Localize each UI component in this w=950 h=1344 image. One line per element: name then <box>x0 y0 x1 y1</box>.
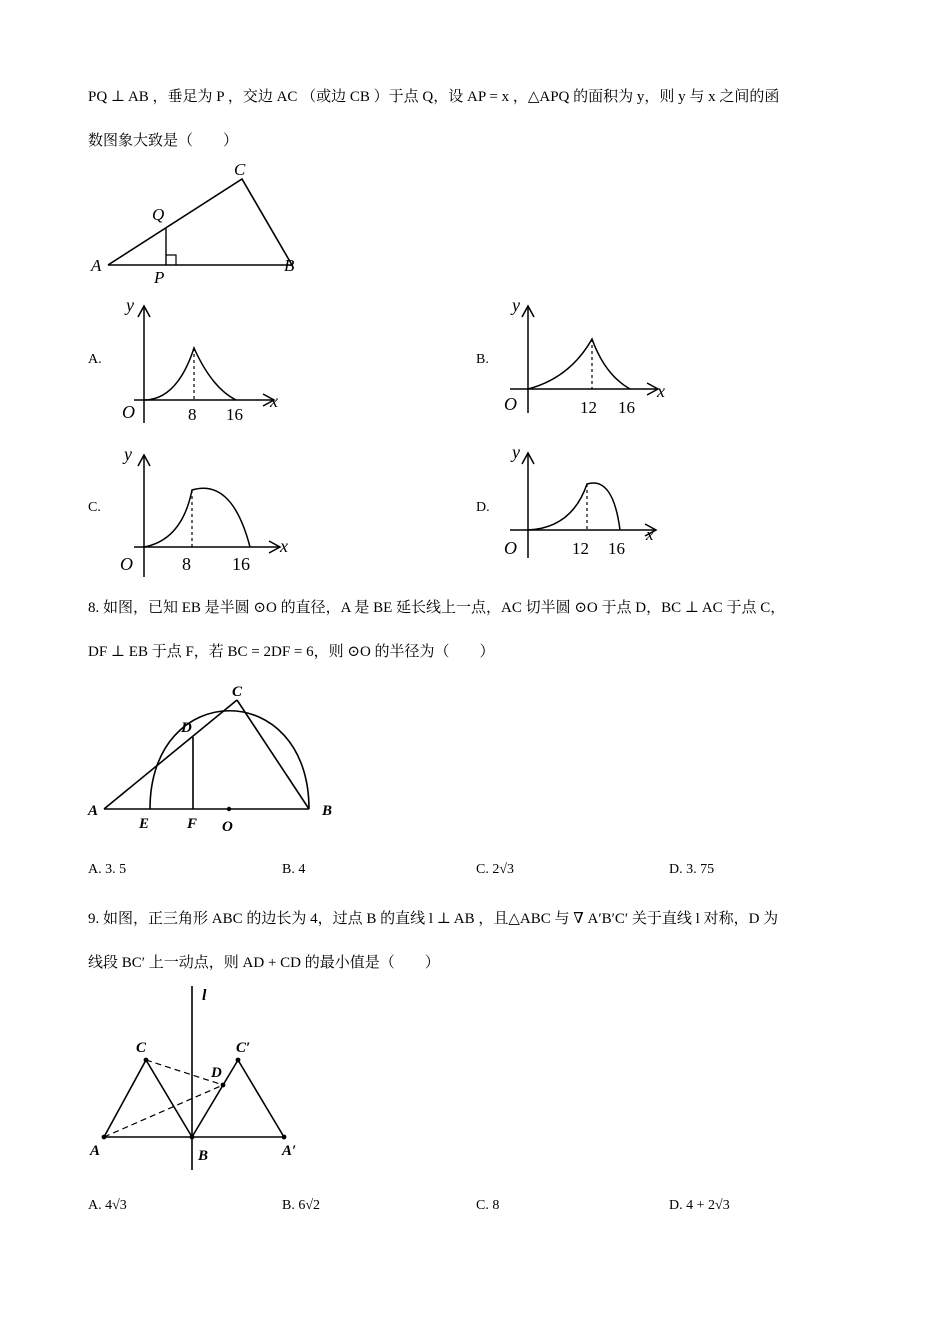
q8-label-O: O <box>222 819 233 835</box>
q7-option-b-label: B. <box>476 352 489 367</box>
q9-text-line2: 线段 BC′ 上一动点，则 AD + CD 的最小值是（ ） <box>88 955 440 971</box>
q8-label-A: A <box>88 803 99 819</box>
q9-option-c: C. 8 <box>476 1198 500 1213</box>
q7-b-tick-1: 12 <box>580 398 597 417</box>
q9-label-C: C <box>136 1040 147 1056</box>
q7-text-line2: 数图象大致是（ ） <box>88 133 239 149</box>
q9-option-d: D. 4 + 2√3 <box>669 1198 730 1213</box>
q7-option-a-graph <box>112 293 292 428</box>
q7-label-Q: Q <box>152 205 165 224</box>
q7-c-tick-1: 8 <box>182 554 191 574</box>
q7-triangle-figure <box>86 160 316 286</box>
q7-option-a-label: A. <box>88 352 102 367</box>
q8-option-d: D. 3. 75 <box>669 862 715 877</box>
q7-a-axis-x: x <box>270 391 278 411</box>
q9-reflection-figure <box>86 982 316 1172</box>
q8-label-D: D <box>181 720 192 736</box>
q7-label-A: A <box>91 256 102 275</box>
q9-text-line1: 9. 如图，正三角形 ABC 的边长为 4，过点 B 的直线 l ⊥ AB ，且△ABC 与 ∇ A′B′C′ 关于直线 l 对称，D 为 <box>88 911 779 927</box>
q8-option-a: A. 3. 5 <box>88 862 127 877</box>
q7-d-axis-y: y <box>512 442 520 462</box>
q7-label-C: C <box>234 160 246 179</box>
q7-text-line1: PQ ⊥ AB ，垂足为 P ，交边 AC （或边 CB ）于点 Q，设 AP = x ，△APQ 的面积为 y，则 y 与 x 之间的函 <box>88 89 780 105</box>
q7-label-B: B <box>284 256 295 275</box>
q7-b-axis-y: y <box>512 295 520 315</box>
q8-text-line1: 8. 如图，已知 EB 是半圆 ⊙O 的直径，A 是 BE 延长线上一点，AC 切半圆 ⊙O 于点 D，BC ⊥ AC 于点 C， <box>88 600 786 616</box>
q8-label-C: C <box>232 684 243 700</box>
q7-c-origin: O <box>120 554 133 574</box>
q7-d-origin: O <box>504 538 517 558</box>
q7-option-d-graph <box>500 440 680 565</box>
q9-option-b: B. 6√2 <box>282 1198 321 1213</box>
q9-label-A-prime: A′ <box>282 1143 297 1159</box>
q7-a-tick-1: 8 <box>188 405 197 424</box>
q9-label-A: A <box>90 1143 101 1159</box>
q7-d-axis-x: x <box>646 525 654 544</box>
q7-option-d-label: D. <box>476 500 490 515</box>
q7-b-tick-2: 16 <box>618 398 635 417</box>
q7-option-c-label: C. <box>88 500 101 515</box>
q8-option-b: B. 4 <box>282 862 306 877</box>
q9-label-C-prime: C′ <box>236 1040 251 1056</box>
q7-b-origin: O <box>504 394 517 414</box>
q7-c-axis-x: x <box>280 536 288 556</box>
q7-c-tick-2: 16 <box>232 554 250 574</box>
q9-label-l: l <box>202 987 207 1004</box>
q7-a-axis-y: y <box>126 295 134 315</box>
q7-c-axis-y: y <box>124 444 132 464</box>
q7-b-axis-x: x <box>657 381 665 401</box>
q7-d-tick-1: 12 <box>572 539 589 558</box>
q7-option-c-graph <box>112 440 297 578</box>
q7-label-P: P <box>154 268 165 286</box>
q8-text-line2: DF ⊥ EB 于点 F，若 BC = 2DF = 6，则 ⊙O 的半径为（ ） <box>88 644 495 660</box>
q7-a-tick-2: 16 <box>226 405 243 424</box>
q8-semicircle-figure <box>86 678 346 838</box>
q9-option-a: A. 4√3 <box>88 1198 127 1213</box>
q9-label-D: D <box>211 1065 222 1081</box>
q9-label-B: B <box>198 1148 209 1164</box>
q7-d-tick-2: 16 <box>608 539 625 558</box>
q8-label-E: E <box>139 816 150 832</box>
q7-option-b-graph <box>500 293 680 428</box>
q8-label-F: F <box>187 816 198 832</box>
q8-label-B: B <box>322 803 333 819</box>
q8-option-c: C. 2√3 <box>476 862 515 877</box>
q7-a-origin: O <box>122 402 135 422</box>
